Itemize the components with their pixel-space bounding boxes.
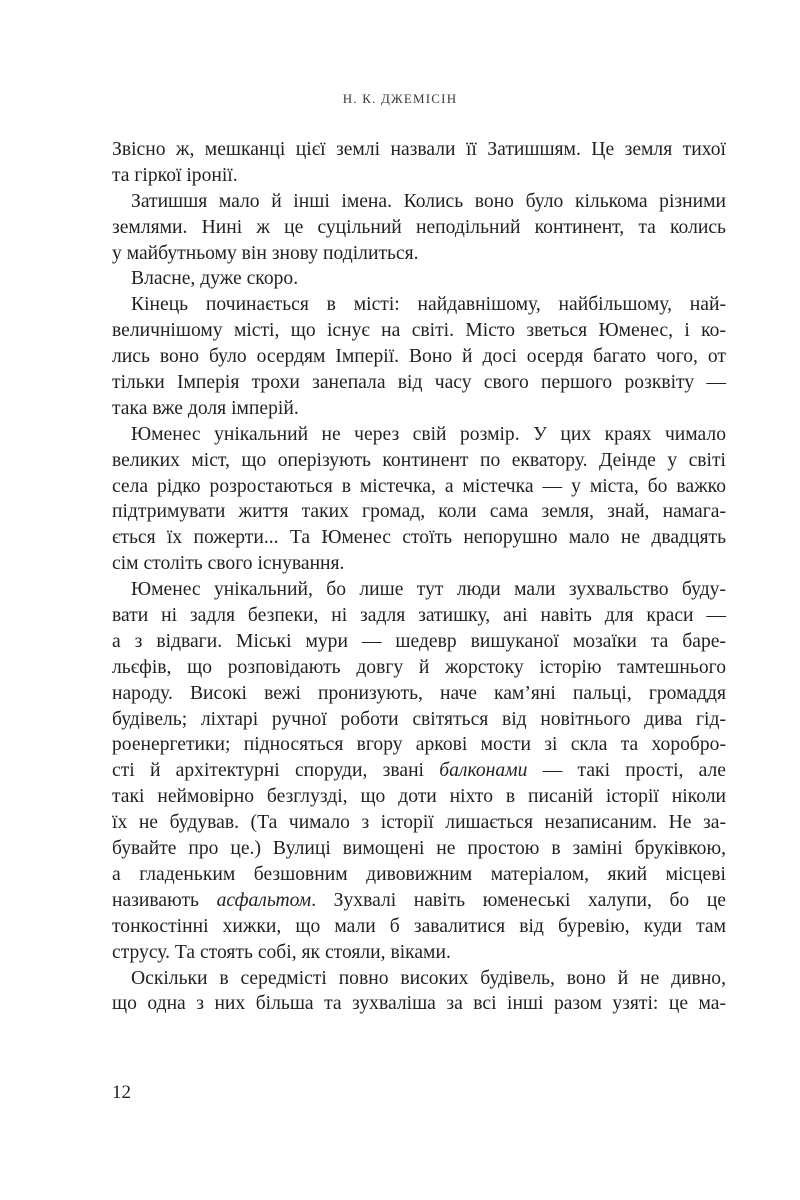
text-line: що одна з них більша та зухваліша за всі інші разом узяті: це ма- <box>112 993 726 1015</box>
text-line: Власне, дуже скоро. <box>131 268 299 290</box>
text-line: тонкостінні хижки, що мали б завалитися від буревію, куди там <box>112 915 726 937</box>
text-run: називають <box>112 889 217 911</box>
text-line: Юменес унікальний не через свій розмір. У цих краях чимало <box>131 423 726 445</box>
text-run: . Зухвалі навіть юменеські халупи, бо це <box>311 889 726 911</box>
text-line: а з відваги. Міські мури — шедевр вишуканої мозаїки та баре- <box>112 630 726 652</box>
text-line: великих міст, що оперізують континент по екватору. Деінде у світі <box>112 449 726 471</box>
text-line: струсу. Та стоять собі, як стояли, віками. <box>112 941 451 963</box>
text-run: — такі прості, але <box>527 760 726 782</box>
text-line: а гладеньким безшовним дивовижним матеріалом, який місцеві <box>112 863 726 885</box>
text-line: бувайте про це.) Вулиці вимощені не простою в заміні бруківкою, <box>112 838 726 860</box>
text-line: сім століть свого існування. <box>112 553 345 575</box>
italic-term-asphalt: асфальтом <box>216 889 312 911</box>
text-run: сті й архітектурні споруди, звані <box>112 760 440 782</box>
italic-term-balconies: балконами <box>439 760 528 782</box>
text-line: тільки Імперія трохи занепала від часу свого першого розквіту — <box>112 372 726 394</box>
text-line: Юменес унікальний, бо лише тут люди мали зухвальство буду- <box>131 579 726 601</box>
text-line: ється їх пожерти... Та Юменес стоїть непорушно мало не двадцять <box>112 527 726 549</box>
text-line: льєфів, що розповідають довгу й жорстоку історію тамтешнього <box>112 656 726 678</box>
text-line-with-italic <box>112 888 726 914</box>
text-line: Звісно ж, мешканці цієї землі назвали її Затишшям. Це земля тихої <box>112 139 726 160</box>
text-line: Кінець починається в місті: найдавнішому, найбільшому, най- <box>131 294 726 316</box>
text-line: їх не будував. (Та чимало з історії лишається незаписаним. Не за- <box>112 812 726 834</box>
text-line: села рідко розростаються в містечка, а містечка — у міста, бо важко <box>112 475 726 497</box>
text-line: вати ні задля безпеки, ні задля затишку, ані навіть для краси — <box>112 605 726 627</box>
text-line: така вже доля імперій. <box>112 397 299 419</box>
text-line: лись воно було осердям Імперії. Воно й досі осердя багато чого, от <box>112 346 726 368</box>
running-header-author: Н. К. ДЖЕМІСІН <box>342 91 458 106</box>
text-line: та гіркої іронії. <box>112 164 238 186</box>
text-line: підтримувати життя таких громад, коли сама земля, знай, намага- <box>112 501 726 523</box>
page-number: 12 <box>112 1082 131 1103</box>
text-line: будівель; ліхтарі ручної роботи світяться від новітнього дива гід- <box>112 708 726 730</box>
body-text <box>112 137 726 1017</box>
text-line: величнішому місті, що існує на світі. Місто зветься Юменес, і ко- <box>112 320 726 342</box>
text-line: такі неймовірно безглузді, що доти ніхто в писаній історії ніколи <box>112 786 726 808</box>
text-line: землями. Нині ж це суцільний неподільний континент, та колись <box>112 216 726 238</box>
text-line: у майбутньому він знову поділиться. <box>112 242 419 264</box>
text-line: роенергетики; підносяться вгору аркові мости зі скла та хоробро- <box>112 734 726 756</box>
text-line: народу. Високі вежі пронизують, наче кам’яні пальці, громаддя <box>112 682 726 704</box>
text-line-with-italic <box>112 758 726 784</box>
text-line: Затишшя мало й інші імена. Колись воно було кількома різними <box>131 190 726 212</box>
text-line: Оскільки в середмісті повно високих будівель, воно й не дивно, <box>131 967 726 989</box>
